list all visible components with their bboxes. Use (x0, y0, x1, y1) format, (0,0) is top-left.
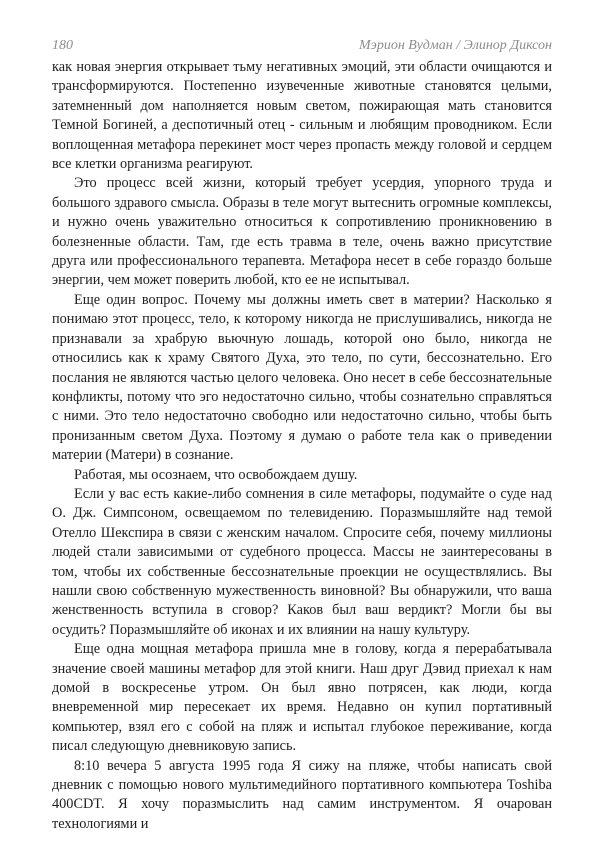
body-text (52, 58, 552, 834)
paragraph: Это процесс всей жизни, который требует усердия, упорного труда и большого здравого смысла. Образы в теле могут вытеснить огромные комплексы, и нужно очень уважительно относиться к сопротивлению проникновению в болезненные области. Там, где есть травма в теле, очень важно присутствие друга или профессионального терапевта. Метафора несет в себе гораздо больше энергии, чем может поверить любой, кто ее не испытывал. (52, 175, 552, 289)
page-header (52, 38, 552, 56)
paragraph: 8:10 вечера 5 августа 1995 года Я сижу на пляже, чтобы написать свой дневник с помощью нового мультимедийного портативного компьютера Toshiba 400CDT. Я хочу поразмыслить над самим инструментом. Я очарован технологиями и (52, 757, 552, 832)
paragraph: Еще одна мощная метафора пришла мне в голову, когда я перерабатывала значение своей машины метафор для этой книги. Наш друг Дэвид приехал к нам домой в воскресенье утром. Он был явно потрясен, как люди, когда вневременной мир пересекает их время. Недавно он купил портативный компьютер, взял его с собой на пляж и испытал глубокое переживание, когда писал следующую дневниковую запись. (52, 641, 552, 755)
paragraph-continued: как новая энергия открывает тьму негативных эмоций, эти области очищаются и трансформируются. Постепенно изувеченные животные становятся целыми, затемненный дом наполняется новым светом, пожирающая мать становится Темной Богиней, а деспотичный отец - сильным и любящим проводником. Если воплощенная метафора перекинет мост через пропасть между головой и сердцем все клетки организма реагируют. (52, 59, 552, 173)
paragraph: Еще один вопрос. Почему мы должны иметь свет в материи? Насколько я понимаю этот процесс, тело, к которому никогда не прислушивались, никогда не признавали за храбрую вьючную лошадь, которой оно было, никогда не относились как к храму Святого Духа, это тело, по сути, бессознательно. Его послания не являются частью целого человека. Оно несет в себе бессознательные конфликты, потому что эго недостаточно сильно, чтобы сознательно справляться с ними. Это тело недостаточно свободно или недостаточно сильно, чтобы быть пронизанным светом Духа. Поэтому я думаю о работе тела как о приведении материи (Матери) в сознание. (52, 291, 552, 464)
page-number: 180 (52, 38, 73, 53)
paragraph: Если у вас есть какие-либо сомнения в силе метафоры, подумайте о суде над О. Дж. Симпсоном, освещаемом по телевидению. Поразмышляйте над темой Отелло Шекспира в связи с женским началом. Спросите себя, почему миллионы людей стали зависимыми от судебного процесса. Массы не заинтересованы в том, чтобы их собственные бессознательные проекции не осуществлялись. Вы нашли свою собственную мужественность виновной? Вы обнаружили, что ваша женственность вступила в сговор? Каков был ваш вердикт? Могли бы вы осудить? Поразмышляйте об иконах и их влиянии на нашу культуру. (52, 485, 552, 638)
running-title: Мэрион Вудман / Элинор Диксон (358, 38, 552, 53)
paragraph: Работая, мы осознаем, что освобождаем душу. (74, 466, 358, 483)
